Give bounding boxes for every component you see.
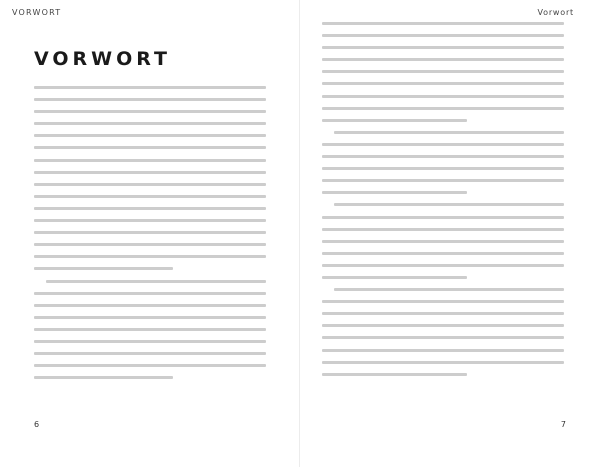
text-line-placeholder	[34, 328, 266, 331]
text-line-placeholder	[322, 155, 564, 158]
running-head-right: Vorwort	[537, 8, 574, 17]
text-line-placeholder	[322, 143, 564, 146]
text-line-placeholder	[34, 255, 266, 258]
text-line-placeholder	[34, 376, 173, 379]
text-line-placeholder	[322, 312, 564, 315]
text-line-placeholder	[322, 46, 564, 49]
text-line-placeholder	[322, 240, 564, 243]
text-line-placeholder	[322, 324, 564, 327]
text-line-placeholder	[34, 134, 266, 137]
text-line-placeholder	[34, 183, 266, 186]
text-line-placeholder	[34, 292, 266, 295]
text-line-placeholder	[46, 280, 266, 283]
text-line-placeholder	[34, 219, 266, 222]
text-line-placeholder	[34, 316, 266, 319]
text-line-placeholder	[34, 195, 266, 198]
text-line-placeholder	[322, 191, 467, 194]
text-line-placeholder	[322, 179, 564, 182]
text-line-placeholder	[322, 361, 564, 364]
text-line-placeholder	[34, 304, 266, 307]
page-number-left: 6	[34, 420, 40, 429]
text-line-placeholder	[334, 131, 564, 134]
text-line-placeholder	[34, 98, 266, 101]
text-line-placeholder	[322, 34, 564, 37]
text-line-placeholder	[34, 243, 266, 246]
text-line-placeholder	[322, 107, 564, 110]
text-line-placeholder	[34, 231, 266, 234]
text-line-placeholder	[34, 171, 266, 174]
right-page	[300, 0, 600, 467]
text-line-placeholder	[322, 70, 564, 73]
text-line-placeholder	[34, 122, 266, 125]
text-line-placeholder	[322, 119, 467, 122]
text-line-placeholder	[322, 373, 467, 376]
text-line-placeholder	[334, 288, 564, 291]
text-line-placeholder	[34, 267, 173, 270]
text-line-placeholder	[34, 110, 266, 113]
text-line-placeholder	[322, 349, 564, 352]
text-line-placeholder	[322, 276, 467, 279]
text-line-placeholder	[322, 58, 564, 61]
text-line-placeholder	[322, 264, 564, 267]
text-line-placeholder	[322, 95, 564, 98]
text-line-placeholder	[322, 82, 564, 85]
text-line-placeholder	[322, 228, 564, 231]
text-line-placeholder	[34, 159, 266, 162]
text-line-placeholder	[322, 22, 564, 25]
running-head-left: VORWORT	[12, 8, 62, 17]
page-number-right: 7	[560, 420, 566, 429]
text-line-placeholder	[322, 216, 564, 219]
text-line-placeholder	[34, 146, 266, 149]
left-text-column	[34, 86, 266, 384]
chapter-heading: VORWORT	[34, 48, 171, 70]
text-line-placeholder	[34, 340, 266, 343]
text-line-placeholder	[34, 86, 266, 89]
text-line-placeholder	[34, 352, 266, 355]
right-text-column	[322, 22, 564, 384]
text-line-placeholder	[322, 167, 564, 170]
text-line-placeholder	[34, 207, 266, 210]
text-line-placeholder	[34, 364, 266, 367]
text-line-placeholder	[334, 203, 564, 206]
text-line-placeholder	[322, 252, 564, 255]
text-line-placeholder	[322, 300, 564, 303]
text-line-placeholder	[322, 336, 564, 339]
